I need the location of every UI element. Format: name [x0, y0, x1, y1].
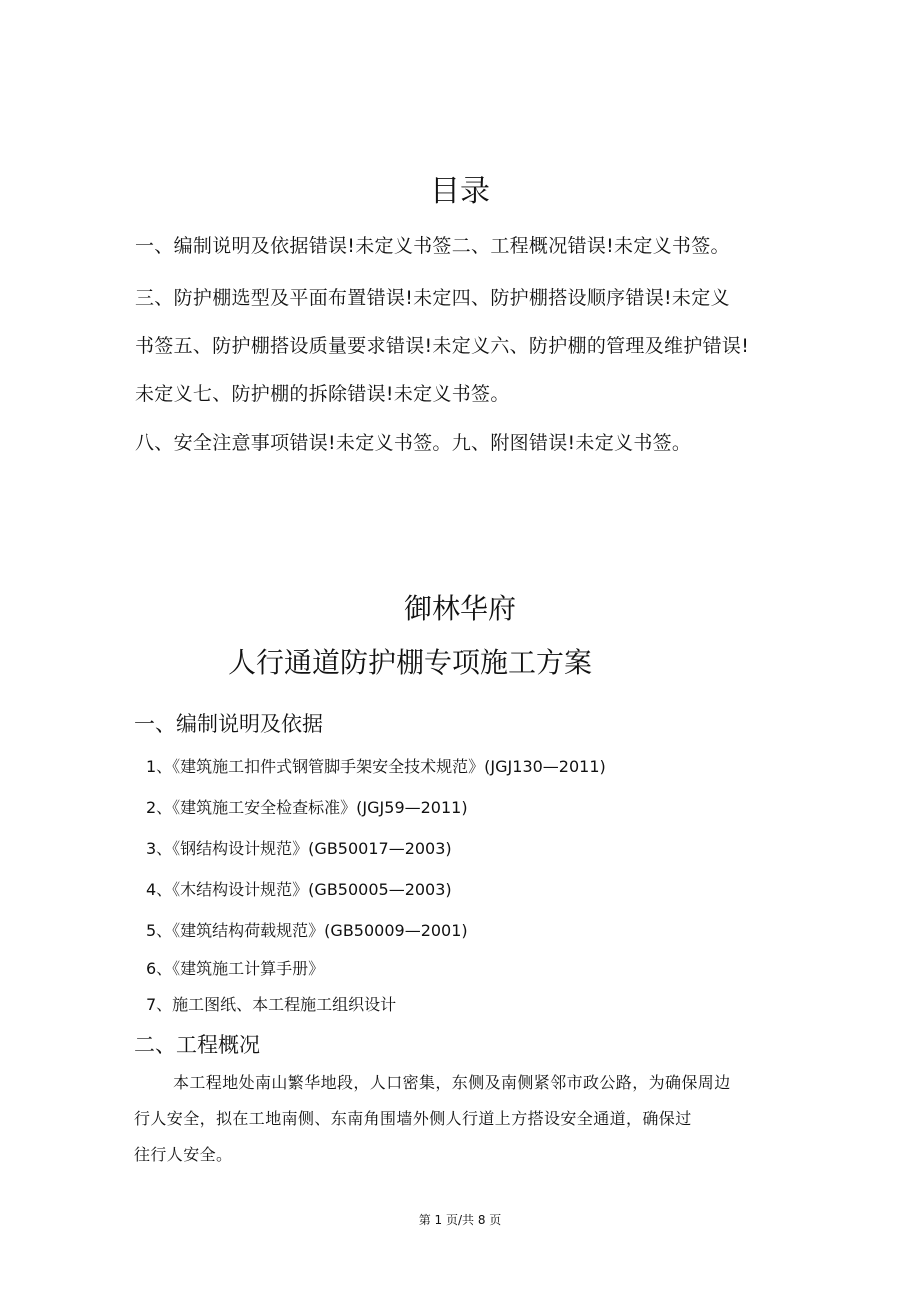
- toc-line-4: 未定义七、防护棚的拆除错误!未定义书签。: [135, 383, 510, 405]
- section-heading-overview: 二、工程概况: [134, 1033, 260, 1057]
- overview-paragraph-line: 本工程地处南山繁华地段，人口密集，东侧及南侧紧邻市政公路，为确保周边: [173, 1073, 731, 1092]
- overview-paragraph-line: 行人安全，拟在工地南侧、东南角围墙外侧人行道上方搭设安全通道，确保过: [134, 1109, 692, 1128]
- toc-line-2: 三、防护棚选型及平面布置错误!未定四、防护棚搭设顺序错误!未定义: [135, 287, 730, 309]
- reference-item: 4、《木结构设计规范》(GB50005—2003): [146, 880, 452, 899]
- toc-line-1: 一、编制说明及依据错误!未定义书签二、工程概况错误!未定义书签。: [135, 235, 730, 257]
- document-title: 御林华府: [403, 592, 516, 625]
- toc-title: 目录: [430, 174, 490, 209]
- section-heading-basis: 一、编制说明及依据: [134, 712, 323, 736]
- reference-item: 7、施工图纸、本工程施工组织设计: [146, 995, 397, 1014]
- reference-item: 5、《建筑结构荷载规范》(GB50009—2001): [146, 921, 468, 940]
- reference-item: 6、《建筑施工计算手册》: [146, 959, 325, 978]
- toc-line-3: 书签五、防护棚搭设质量要求错误!未定义六、防护棚的管理及维护错误!: [135, 335, 750, 357]
- overview-paragraph-line: 往行人安全。: [134, 1145, 233, 1164]
- reference-item: 1、《建筑施工扣件式钢管脚手架安全技术规范》(JGJ130—2011): [146, 757, 606, 776]
- reference-item: 2、《建筑施工安全检查标准》(JGJ59—2011): [146, 798, 468, 817]
- page-number-footer: 第 1 页/共 8 页: [418, 1213, 502, 1227]
- document-subtitle: 人行通道防护棚专项施工方案: [228, 646, 593, 679]
- reference-item: 3、《钢结构设计规范》(GB50017—2003): [146, 839, 452, 858]
- toc-line-5: 八、安全注意事项错误!未定义书签。九、附图错误!未定义书签。: [135, 432, 692, 454]
